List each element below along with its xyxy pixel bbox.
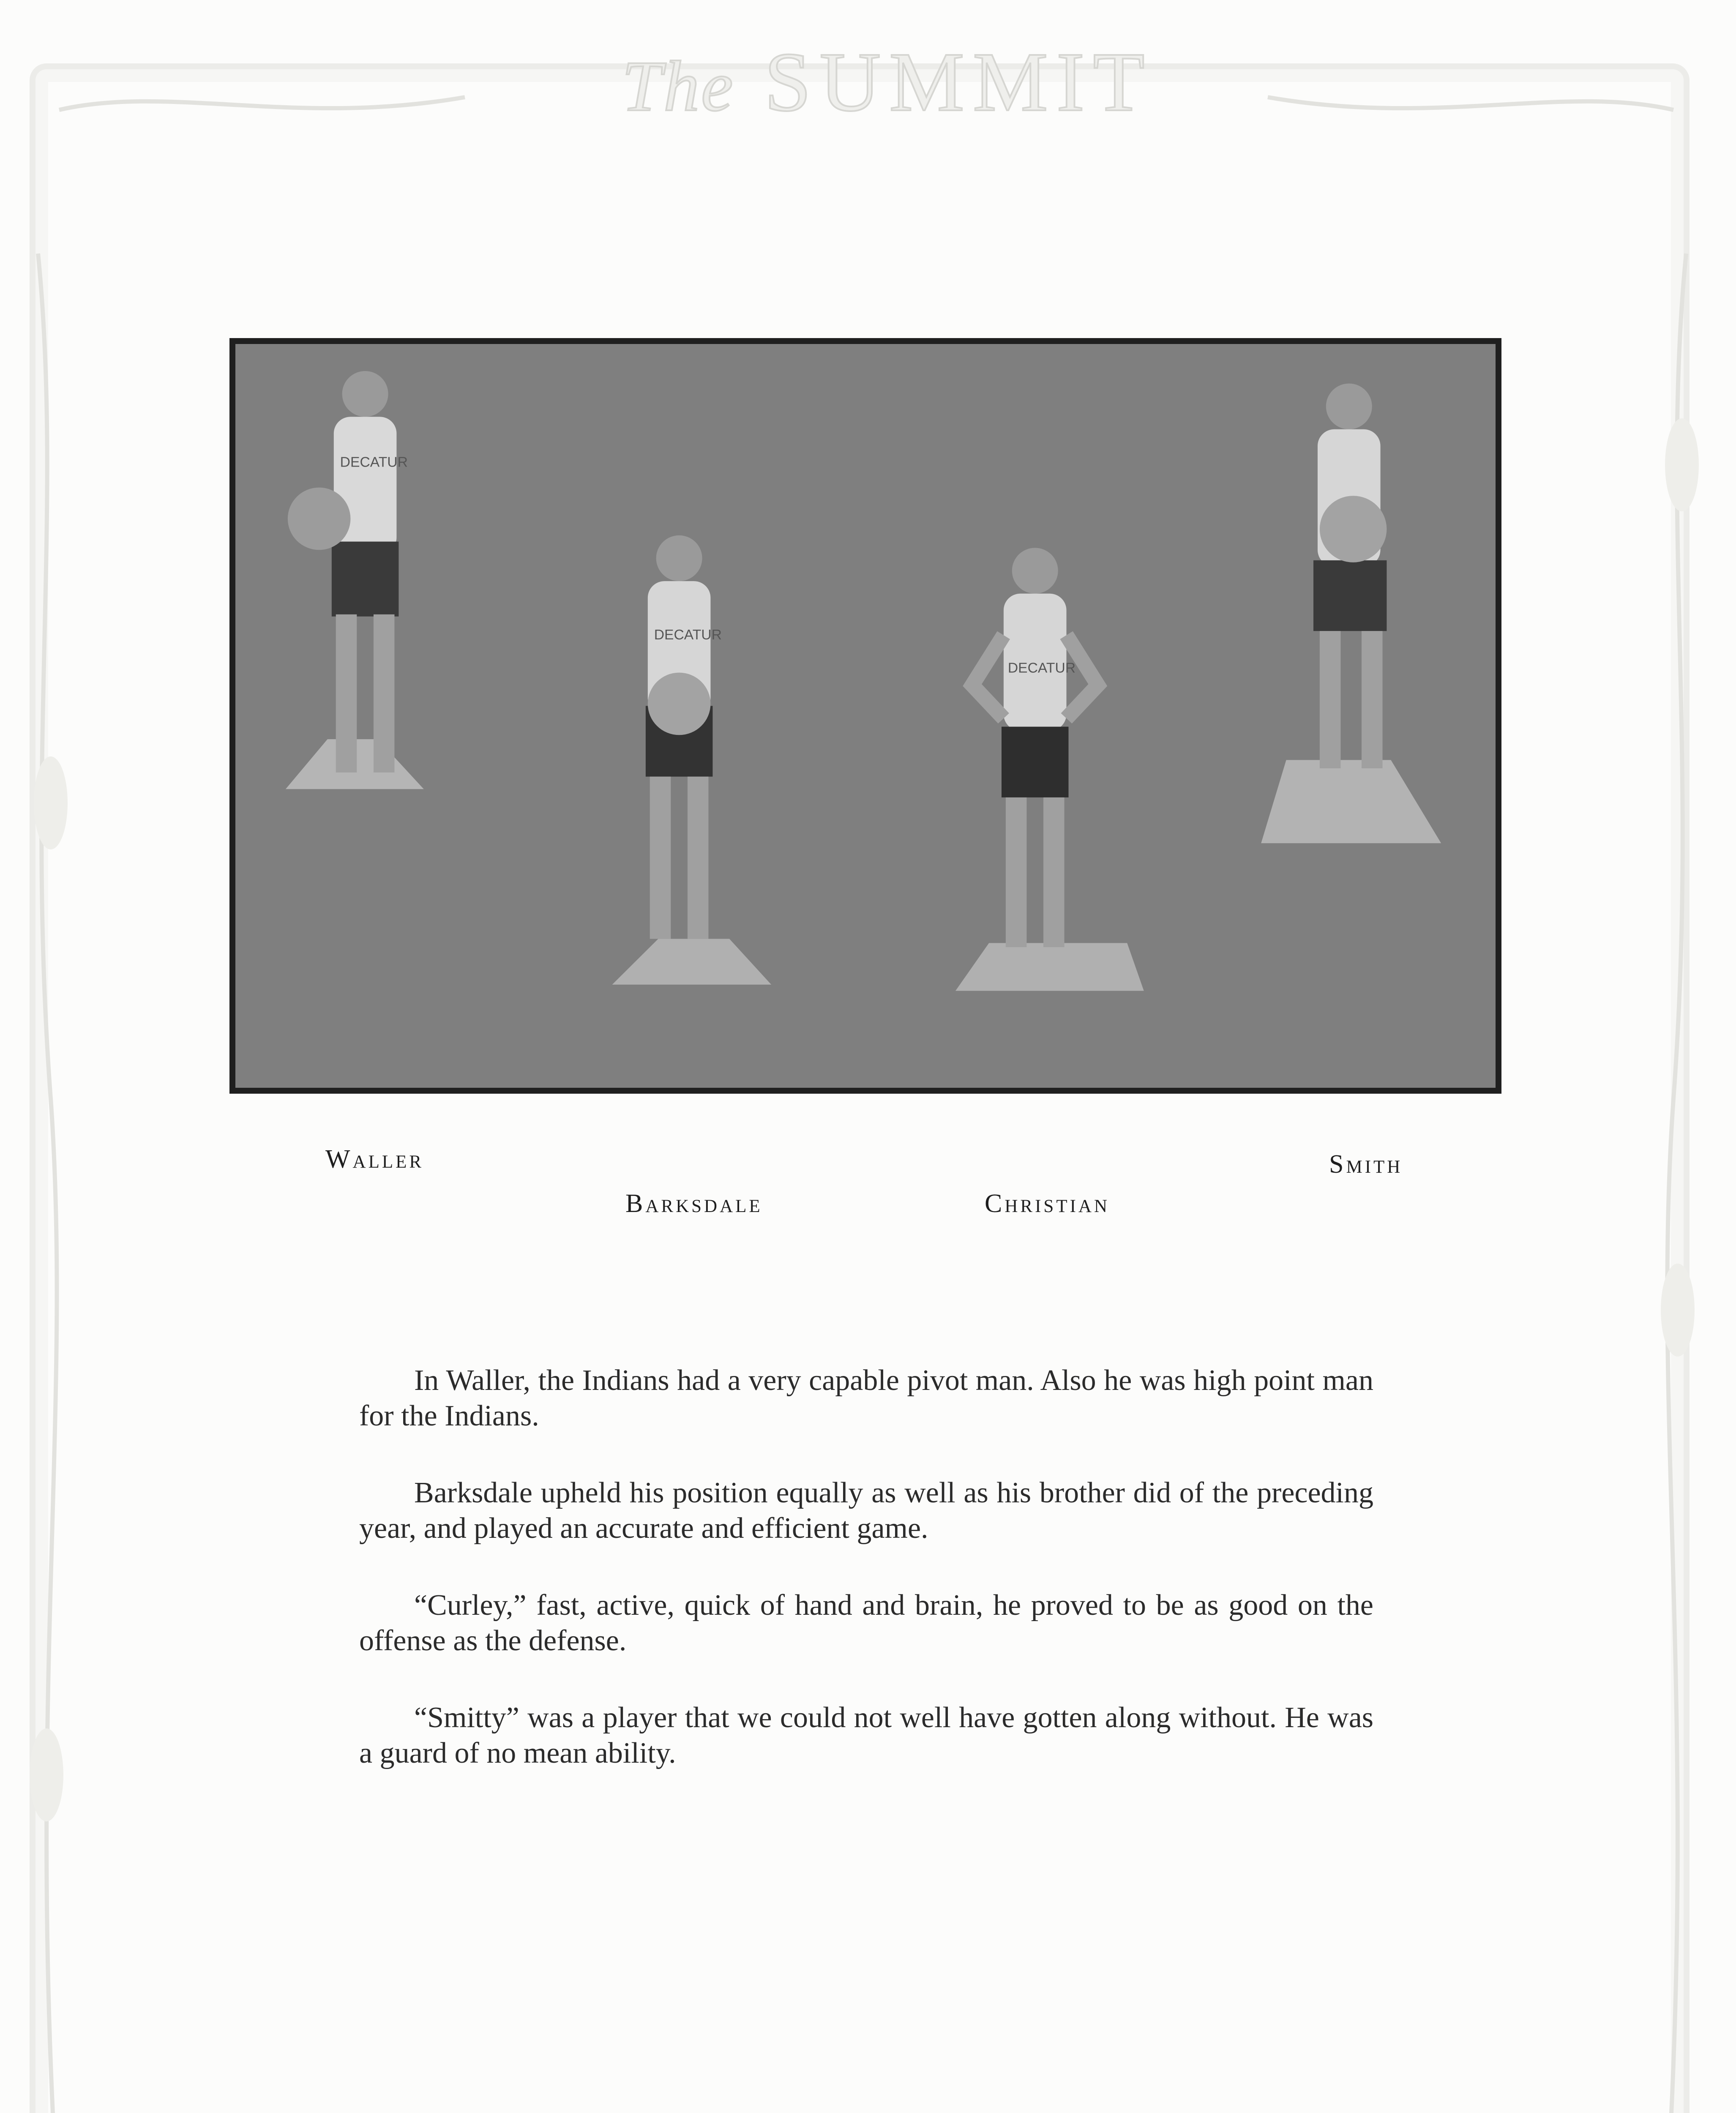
jersey-label: DECATUR bbox=[1007, 660, 1076, 676]
masthead-title bbox=[486, 34, 1289, 144]
team-photo-illustration bbox=[235, 344, 1496, 1088]
caption-barksdale: Barksdale bbox=[625, 1189, 763, 1218]
caption-smith: Smith bbox=[1329, 1150, 1403, 1179]
paragraph-barksdale: Barksdale upheld his position equally as well as his brother did of the preceding year, and played an accurate and efficient game. bbox=[359, 1477, 1373, 1545]
paragraph-smith: “Smitty” was a player that we could not well have gotten along without. He was a guard of no mean ability. bbox=[359, 1701, 1373, 1769]
caption-waller: Waller bbox=[325, 1145, 424, 1174]
jersey-label: DECATUR bbox=[340, 454, 408, 470]
masthead-summit: SUMMIT bbox=[764, 35, 1153, 129]
caption-christian: Christian bbox=[985, 1189, 1110, 1218]
paragraph-christian: “Curley,” fast, active, quick of hand and brain, he proved to be as good on the offense as the defense. bbox=[359, 1589, 1373, 1657]
team-photo bbox=[229, 338, 1501, 1094]
player-descriptions bbox=[359, 1363, 1373, 1813]
jersey-label: DECATUR bbox=[654, 627, 722, 643]
masthead-the: The bbox=[622, 46, 735, 126]
paragraph-waller: In Waller, the Indians had a very capable pivot man. Also he was high point man for the Indians. bbox=[359, 1364, 1373, 1432]
